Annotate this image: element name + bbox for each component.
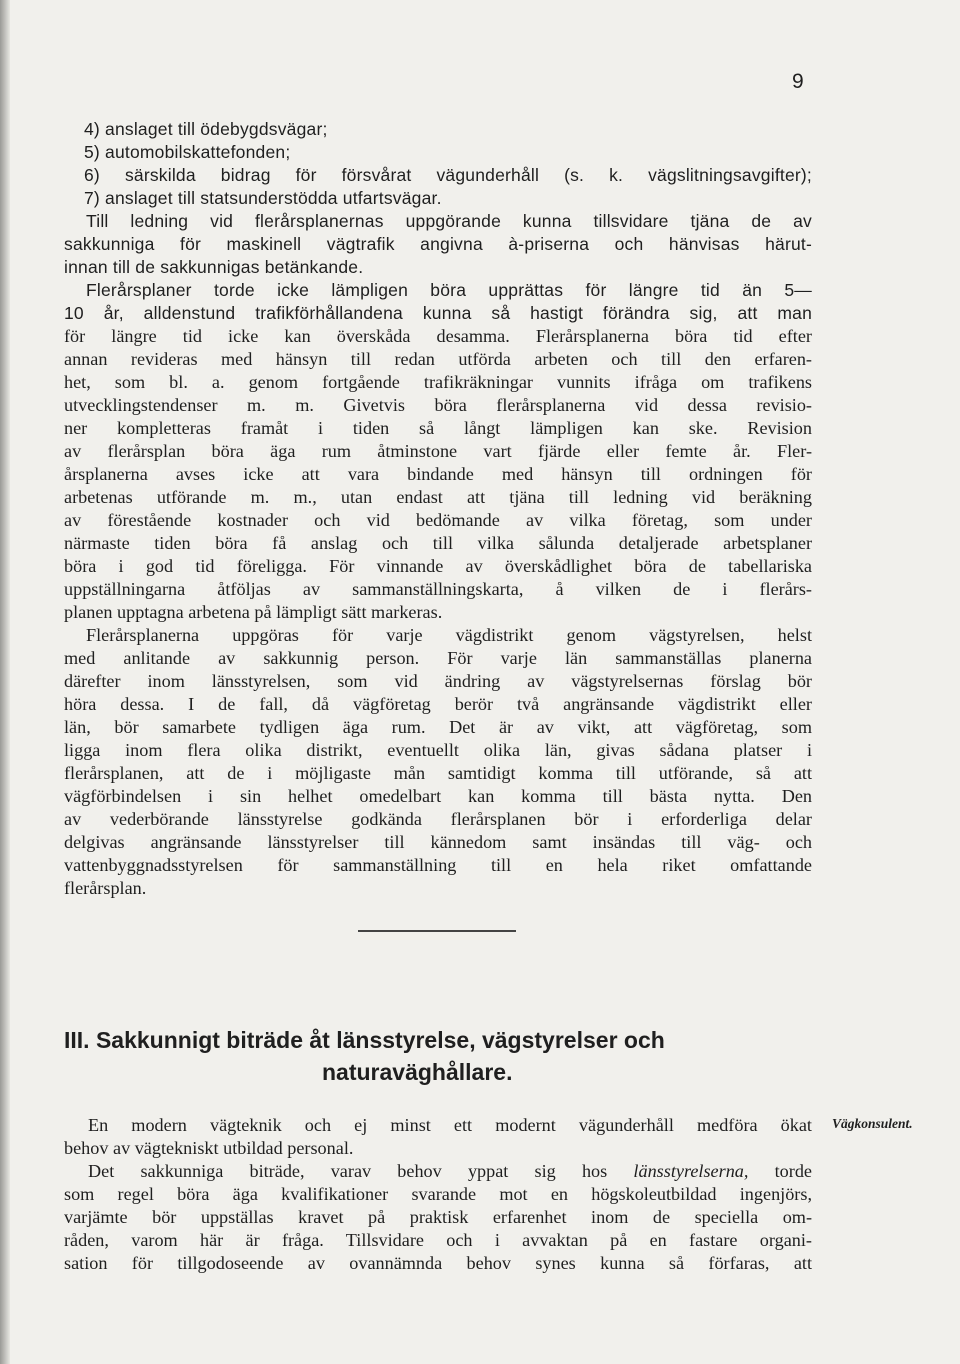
paragraph-line: innan till de sakkunnigas betänkande.: [64, 257, 364, 277]
paragraph-line: sakkunniga för maskinell vägtrafik angivna à-priserna och hänvisas härut-: [64, 234, 812, 254]
paragraph-line: het, som bl. a. genom fortgående trafikräkningar vunnits ifråga om trafikens: [64, 372, 812, 392]
paragraph-line: utvecklingstendenser m. m. Givetvis böra flerårsplanerna vid dessa revisio-: [64, 395, 812, 415]
list-item: 5) automobilskattefonden;: [84, 142, 291, 162]
list-item: 4) anslaget till ödebygdsvägar;: [84, 119, 328, 139]
paragraph-line: vägförbindelsen i sin helhet omedelbart kan komma till bästa nytta. Den: [64, 786, 812, 806]
section-heading-continued: naturaväghållare.: [322, 1059, 513, 1085]
paragraph-line: höra dessa. I de fall, då vägföretag berör två angränsande vägdistrikt eller: [64, 694, 812, 714]
paragraph-line: av vederbörande länsstyrelse godkända flerårsplanen bör i erforderliga delar: [64, 809, 812, 829]
paragraph-line: av förestående kostnader och vid bedömande av vilka företag, som under: [64, 510, 812, 530]
paragraph-line: för längre tid icke kan överskåda desamma. Flerårsplanerna böra tid efter: [64, 326, 812, 346]
paragraph-line: böra i god tid föreligga. För vinnande av överskådlighet böra de tabellariska: [64, 556, 812, 576]
paragraph-line: [88, 1160, 812, 1182]
paragraph-line: Flerårsplanerna uppgöras för varje vägdistrikt genom vägstyrelsen, helst: [86, 625, 812, 645]
paragraph-line: därefter inom länsstyrelsen, som vid ändring av vägstyrelsernas förslag bör: [64, 671, 812, 691]
section-heading: III. Sakkunnigt biträde åt länsstyrelse, vägstyrelser och: [64, 1027, 665, 1053]
paragraph-line: län, bör samarbete tydligen äga rum. Det är av vikt, att vägföretag, som: [64, 717, 812, 737]
paragraph-line: som regel böra äga kvalifikationer svarande mot en högskoleutbildad ingenjörs,: [64, 1184, 812, 1204]
paragraph-line: arbetenas utförande m. m., utan endast att tjäna till ledning vid beräkning: [64, 487, 812, 507]
paragraph-line: vattenbyggnadsstyrelsen för sammanställning till en hela riket omfattande: [64, 855, 812, 875]
section-divider: [358, 930, 516, 932]
paragraph-line: sation för tillgodoseende av ovannämnda behov synes kunna så förfaras, att: [64, 1253, 812, 1273]
paragraph-line: flerårsplan.: [64, 878, 147, 898]
paragraph-line: av flerårsplan böra äga rum åtminstone vart fjärde eller femte år. Fler-: [64, 441, 812, 461]
emphasis-text: länsstyrelserna,: [633, 1161, 749, 1181]
paragraph-line: uppställningarna åtföljas av sammanställningskarta, å vilken de i flerårs-: [64, 579, 812, 599]
paragraph-line: behov av vägtekniskt utbildad personal.: [64, 1138, 354, 1158]
paragraph-line: ligga inom flera olika distrikt, eventuellt olika län, givas sådana platser i: [64, 740, 812, 760]
paragraph-line: närmaste tiden böra få anslag och till vilka sålunda detaljerade arbetsplaner: [64, 533, 812, 553]
list-item: 7) anslaget till statsunderstödda utfartsvägar.: [84, 188, 442, 208]
paragraph-line: flerårsplanen, att de i möjligaste mån samtidigt komma till utförande, så att: [64, 763, 812, 783]
paragraph-line: Flerårsplaner torde icke lämpligen böra upprättas för längre tid än 5—: [86, 280, 812, 300]
paragraph-line: råden, varom här är fråga. Tillsvidare och i avvaktan på en fastare organi-: [64, 1230, 812, 1250]
text-run: torde: [748, 1161, 812, 1181]
page-edge-shadow: [0, 0, 10, 1364]
paragraph-line: årsplanerna avses icke att vara bindande med hänsyn till ordningen för: [64, 464, 812, 484]
paragraph-line: med anlitande av sakkunnig person. För varje län sammanställas planerna: [64, 648, 812, 668]
paragraph-line: varjämte bör uppställas kravet på praktisk erfarenhet inom de speciella om-: [64, 1207, 812, 1227]
paragraph-line: delgivas angränsande länsstyrelser till kännedom samt insändas till väg- och: [64, 832, 812, 852]
paragraph-line: Till ledning vid flerårsplanernas uppgörande kunna tillsvidare tjäna de av: [86, 211, 812, 231]
page-number: 9: [792, 70, 804, 93]
paragraph-line: ner kompletteras framåt i tiden så långt lämpligen kan ske. Revision: [64, 418, 812, 438]
margin-note: Vägkonsulent.: [832, 1116, 913, 1131]
text-run: Det sakkunniga biträde, varav behov yppat sig hos: [88, 1161, 634, 1181]
paragraph-line: planen upptagna arbetena på lämpligt sätt markeras.: [64, 602, 443, 622]
paragraph-line: annan revideras med hänsyn till redan utförda arbeten och till den erfaren-: [64, 349, 812, 369]
paragraph-line: 10 år, alldenstund trafikförhållandena kunna så hastigt förändra sig, att man: [64, 303, 812, 323]
paragraph-line: En modern vägteknik och ej minst ett modernt vägunderhåll medföra ökat: [88, 1115, 812, 1135]
list-item: 6) särskilda bidrag för försvårat vägunderhåll (s. k. vägslitningsavgifter);: [84, 165, 812, 185]
